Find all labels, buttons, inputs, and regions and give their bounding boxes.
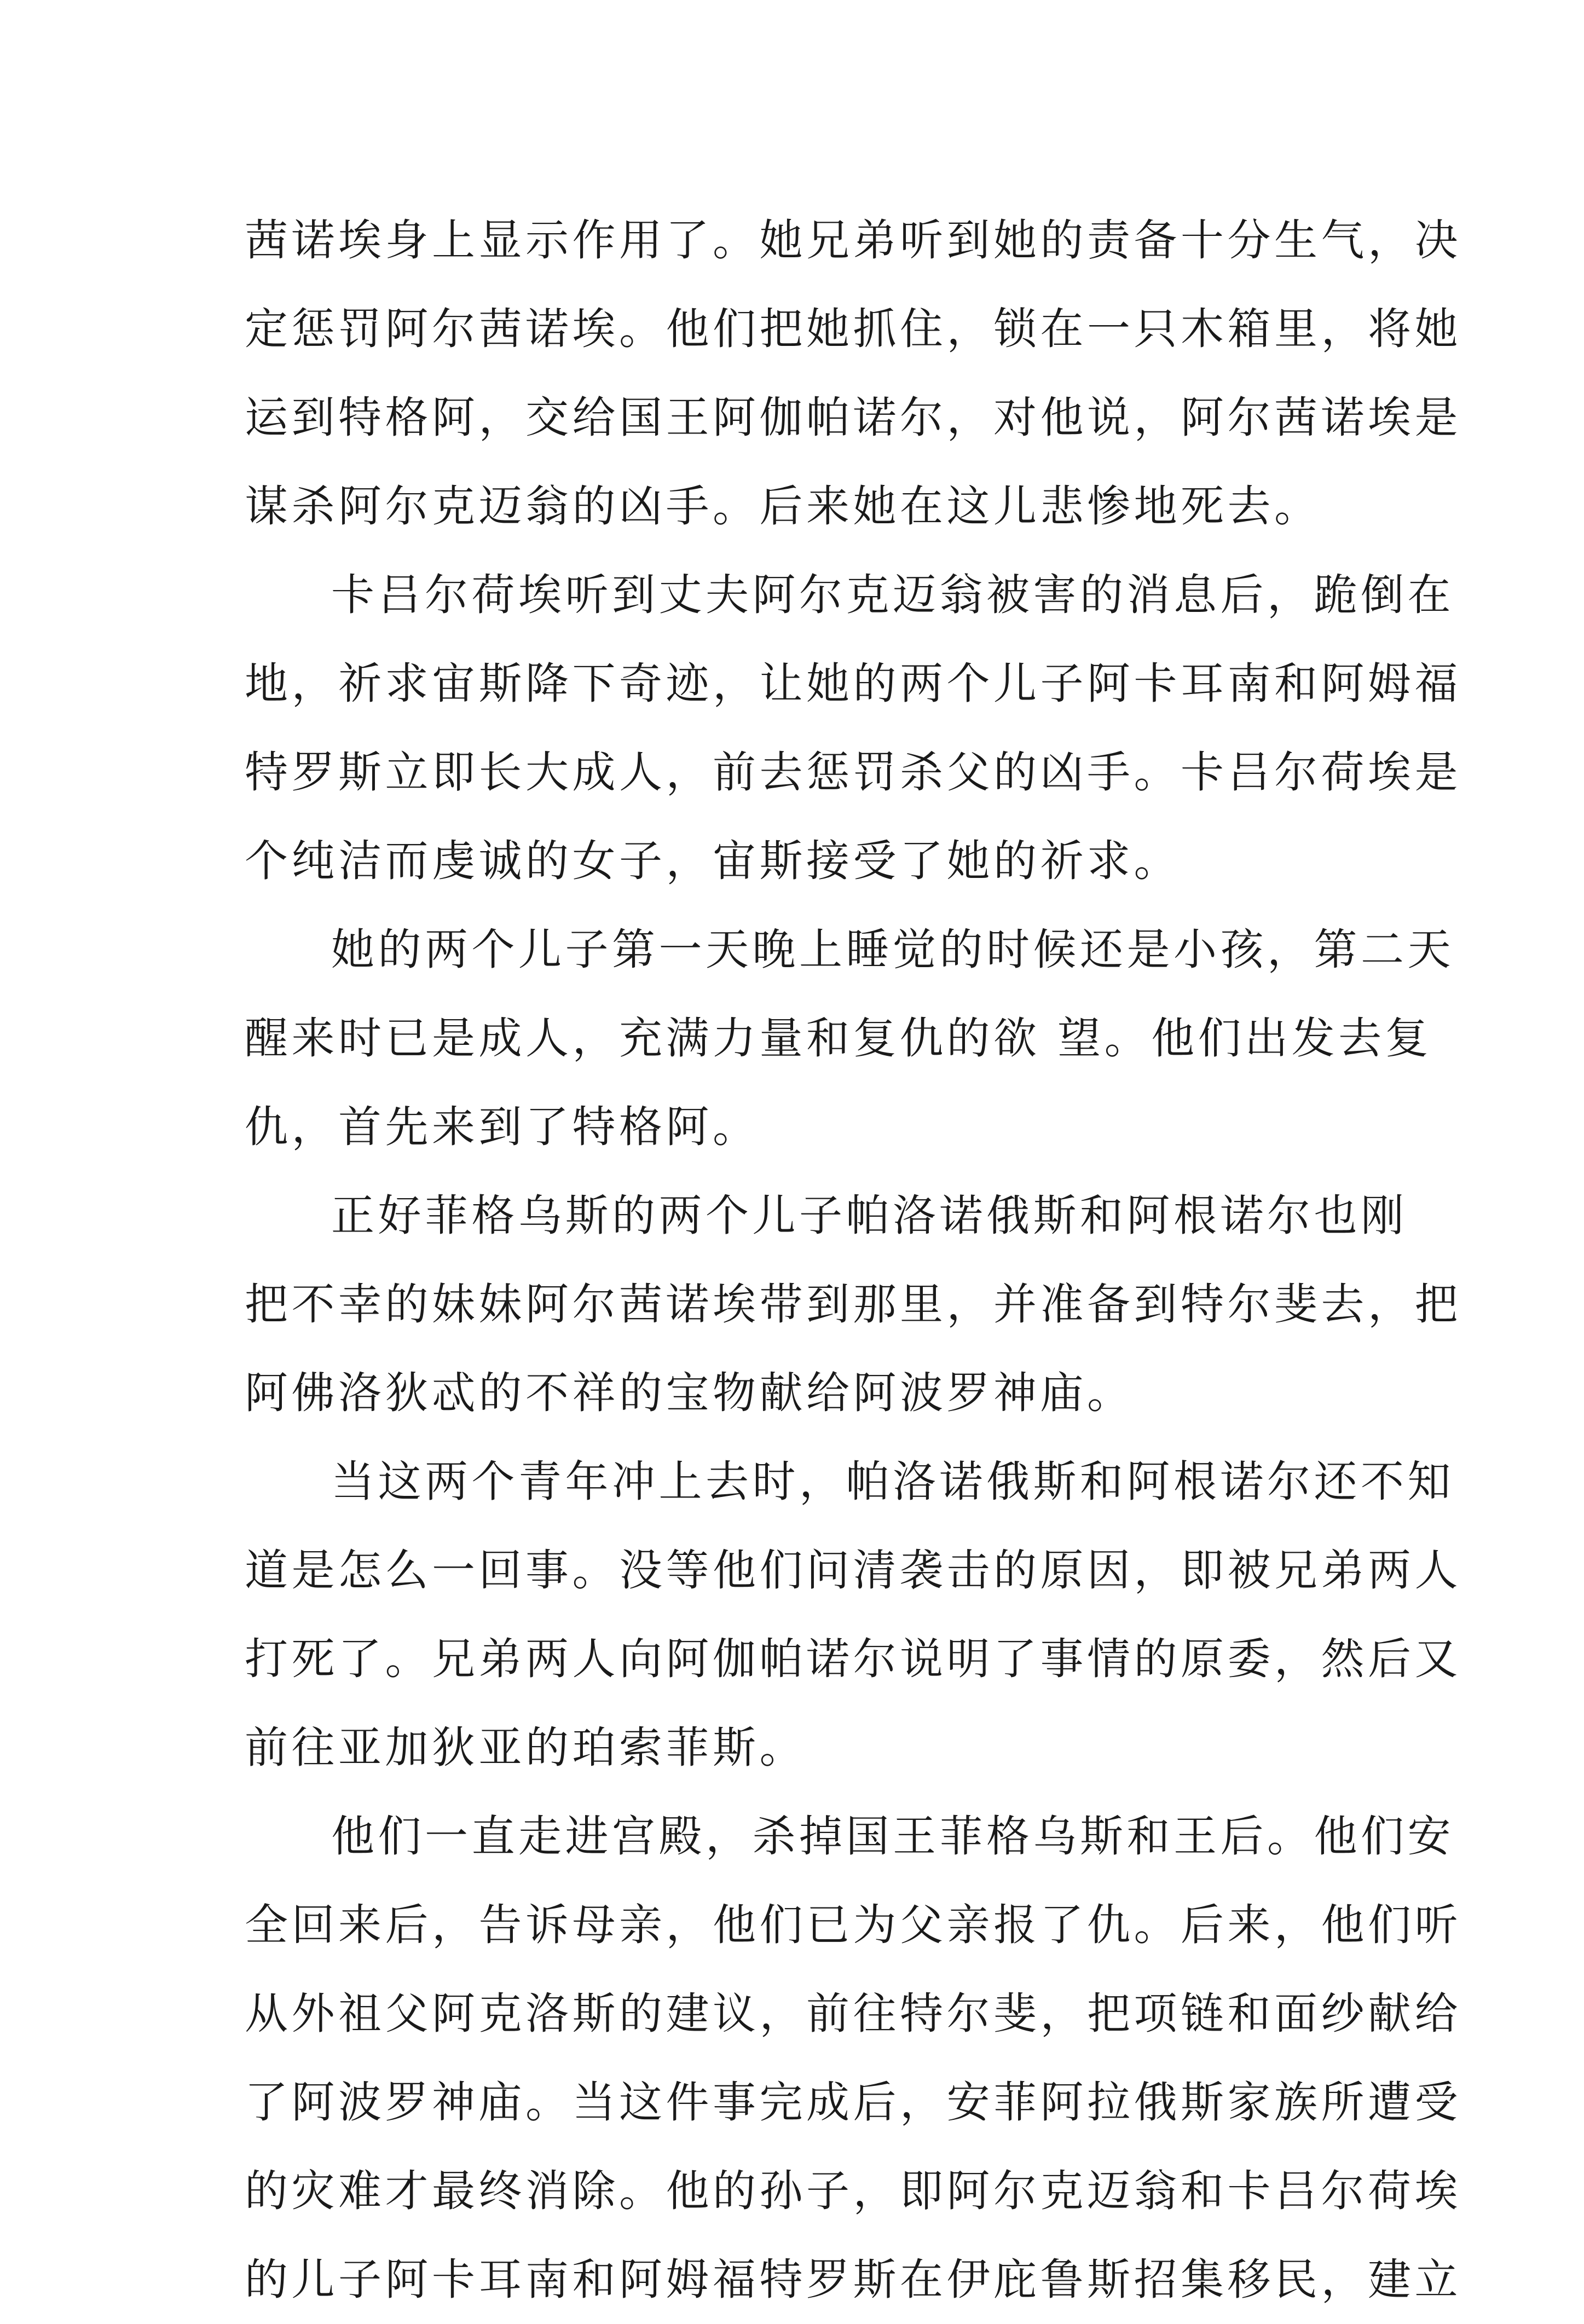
text-line: 前往亚加狄亚的珀索菲斯。 bbox=[245, 1722, 806, 1773]
text-line: 仇，首先来到了特格阿。 bbox=[245, 1102, 760, 1152]
body-text bbox=[245, 196, 1461, 2324]
text-line: 全回来后，告诉母亲，他们已为父亲报了仇。后来，他们听 bbox=[245, 1900, 1461, 1950]
paragraph-2 bbox=[245, 551, 1461, 905]
paragraph-6 bbox=[245, 1792, 1461, 2324]
text-line: 茜诺埃身上显示作用了。她兄弟听到她的责备十分生气，决 bbox=[245, 215, 1461, 265]
text-line: 的儿子阿卡耳南和阿姆福特罗斯在伊庇鲁斯招集移民，建立 bbox=[245, 2254, 1461, 2305]
text-line: 定惩罚阿尔茜诺埃。他们把她抓住，锁在一只木箱里，将她 bbox=[245, 304, 1461, 354]
text-line: 道是怎么一回事。没等他们问清袭击的原因，即被兄弟两人 bbox=[245, 1545, 1461, 1595]
paragraph-5 bbox=[245, 1437, 1461, 1792]
paragraph-1 bbox=[245, 196, 1461, 551]
text-line: 阿佛洛狄忒的不祥的宝物献给阿波罗神庙。 bbox=[245, 1368, 1134, 1418]
text-line: 他们一直走进宫殿，杀掉国王菲格乌斯和王后。他们安 bbox=[331, 1811, 1454, 1861]
text-line: 个纯洁而虔诚的女子，宙斯接受了她的祈求。 bbox=[245, 836, 1181, 886]
paragraph-3 bbox=[245, 905, 1454, 1171]
text-line: 打死了。兄弟两人向阿伽帕诺尔说明了事情的原委，然后又 bbox=[245, 1634, 1461, 1684]
text-line: 运到特格阿，交给国王阿伽帕诺尔，对他说，阿尔茜诺埃是 bbox=[245, 392, 1461, 443]
text-line: 正好菲格乌斯的两个儿子帕洛诺俄斯和阿根诺尔也刚 bbox=[331, 1190, 1408, 1241]
text-line: 当这两个青年冲上去时，帕洛诺俄斯和阿根诺尔还不知 bbox=[331, 1456, 1454, 1507]
text-line: 从外祖父阿克洛斯的建议，前往特尔斐，把项链和面纱献给 bbox=[245, 1988, 1461, 2039]
text-line: 把不幸的妹妹阿尔茜诺埃带到那里，并准备到特尔斐去，把 bbox=[245, 1279, 1461, 1329]
text-line: 谋杀阿尔克迈翁的凶手。后来她在这儿悲惨地死去。 bbox=[245, 481, 1321, 531]
text-line: 她的两个儿子第一天晚上睡觉的时候还是小孩，第二天 bbox=[331, 924, 1454, 975]
text-line: 的灾难才最终消除。他的孙子，即阿尔克迈翁和卡吕尔荷埃 bbox=[245, 2166, 1461, 2216]
text-line: 地，祈求宙斯降下奇迹，让她的两个儿子阿卡耳南和阿姆福 bbox=[245, 658, 1461, 709]
paragraph-4 bbox=[245, 1171, 1461, 1437]
text-line: 特罗斯立即长大成人，前去惩罚杀父的凶手。卡吕尔荷埃是 bbox=[245, 747, 1461, 797]
text-line: 了阿波罗神庙。当这件事完成后，安菲阿拉俄斯家族所遭受 bbox=[245, 2077, 1461, 2128]
text-line: 卡吕尔荷埃听到丈夫阿尔克迈翁被害的消息后，跪倒在 bbox=[331, 570, 1454, 620]
text-line: 醒来时已是成人，充满力量和复仇的欲 望。他们出发去复 bbox=[245, 1013, 1432, 1063]
